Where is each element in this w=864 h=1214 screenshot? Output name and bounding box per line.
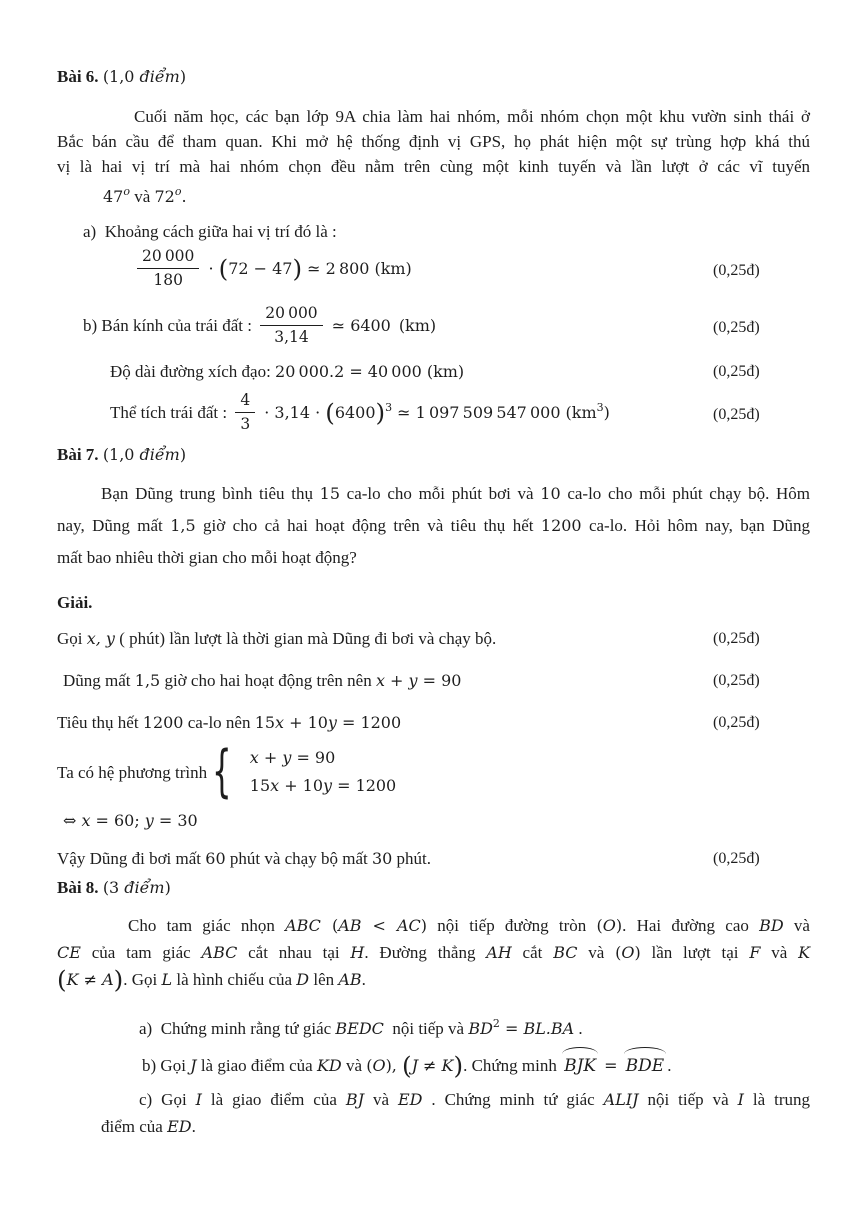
solution-step-calorie-equation (57, 712, 810, 734)
score-badge: (0,25đ) (713, 850, 760, 867)
bai8-item-b (57, 1047, 810, 1080)
formula-text: Thể tích trái đất : $\frac{4}{3}$ · $3,14 \cdot (6400)^3$ ≃ 1 097 509 547 000 $(km^3)$ (110, 391, 610, 433)
fraction: $\frac{20 000}{3,14}$ (260, 304, 322, 347)
paragraph-line-latitudes: 47$^o$ và 72$^o$. (103, 185, 187, 206)
formula-text: b) Bán kính của trái đất : $\frac{20 000}{3,14}$ ≃ 6400 (km) (83, 304, 437, 346)
score-badge: (0,25đ) (713, 318, 760, 336)
bai6-item-b-radius (57, 306, 810, 349)
score-badge: (0,25đ) (713, 363, 760, 380)
score-badge: (0,25đ) (713, 630, 760, 647)
solution-step-time-equation (57, 670, 810, 692)
equation-line: x + y = 90 (249, 748, 336, 767)
formula-text: Độ dài đường xích đạo: 20 000.2 = 40 000 (km) (110, 362, 465, 381)
score-badge: (0,25đ) (713, 261, 760, 279)
solution-equation-system (57, 739, 810, 804)
fraction: $\frac{4}{3}$ (235, 391, 255, 434)
bai8-item-a (57, 1012, 810, 1041)
step-text: Gọi x, y ( phút) lần lượt là thời gian mà Dũng đi bơi và chạy bộ. (57, 629, 497, 648)
bai8-heading: Bài 8. (3 điểm) (57, 878, 171, 897)
bai6-equator-length (57, 361, 810, 383)
solution-conclusion (57, 848, 810, 870)
bai6-problem-paragraph (57, 104, 810, 209)
score-badge: (0,25đ) (713, 714, 760, 731)
bai6-earth-volume (57, 393, 810, 436)
solution-title: Giải. (57, 593, 93, 612)
paragraph-line: Bắc bán cầu để tham quan. Khi mở hệ thống định vị GPS, họ phát hiện một sự trùng hợp khá thú (57, 132, 810, 151)
paragraph-line: vị là hai vị trí mà hai nhóm chọn đều nằm trên cùng một kinh tuyến và lần lượt ở các vĩ tuyến (57, 157, 810, 176)
system-text: Ta có hệ phương trình { x + y = 90 15x + 10y = 1200 (57, 739, 397, 804)
paragraph-line: CE của tam giác ABC cắt nhau tại H. Đường thẳng AH cắt BC và (O) lần lượt tại F và K (57, 943, 811, 962)
left-brace: { (212, 739, 232, 804)
paragraph-line: Cuối năm học, các bạn lớp 9A chia làm hai nhóm, mỗi nhóm chọn một khu vườn sinh thái ở (134, 107, 810, 126)
item-text: a) Chứng minh rằng tứ giác BEDC nội tiếp và $BD^2 = BL.BA$ . (139, 1017, 583, 1039)
formula-text: $\frac{20 000}{180}$ · (72 − 47) ≃ 2 800 (km) (133, 259, 412, 278)
score-badge: (0,25đ) (713, 405, 760, 423)
bai6-item-a (57, 221, 810, 243)
paragraph-line: Cho tam giác nhọn ABC (AB < AC) nội tiếp đường tròn (O). Hai đường cao BD và (128, 916, 810, 935)
solution-step-variables (57, 628, 810, 650)
item-text-line: c) Gọi I là giao điểm của BJ và ED . Chứng minh tứ giác ALIJ nội tiếp và I là trung (139, 1090, 811, 1110)
step-text: Tiêu thụ hết 1200 ca-lo nên 15x + 10y = 1200 (57, 713, 402, 732)
paragraph-line: nay, Dũng mất 1,5 giờ cho cả hai hoạt động trên và tiêu thụ hết 1200 ca-lo. Hỏi hôm nay, bạn Dũng (57, 516, 810, 535)
equation-line: 15x + 10y = 1200 (249, 776, 397, 795)
paragraph-line: (K ≠ A). Gọi L là hình chiếu của D lên AB. (57, 965, 366, 994)
item-text-line: điểm của ED. (101, 1117, 196, 1137)
step-text: Vậy Dũng đi bơi mất 60 phút và chạy bộ mất 30 phút. (57, 849, 432, 868)
score-badge: (0,25đ) (713, 672, 760, 689)
paragraph-line: Bạn Dũng trung bình tiêu thụ 15 ca-lo cho mỗi phút bơi và 10 ca-lo cho mỗi phút chạy bộ. Hôm (101, 484, 811, 503)
bai6-heading: Bài 6. (1,0 điểm) (57, 67, 187, 86)
item-text: a) Khoảng cách giữa hai vị trí đó là : (83, 222, 337, 241)
bai7-heading: Bài 7. (1,0 điểm) (57, 445, 187, 464)
step-text: ⇔ x = 60; y = 30 (63, 811, 198, 830)
bai8-problem-paragraph (57, 912, 810, 993)
item-text: b) Gọi J là giao điểm của KD và (O), (J ≠ K). Chứng minh BJK = BDE . (142, 1056, 671, 1075)
bai7-problem-paragraph (57, 478, 810, 574)
fraction: $\frac{20 000}{180}$ (137, 247, 199, 290)
paragraph-line: mất bao nhiêu thời gian cho mỗi hoạt động? (57, 548, 357, 567)
bai8-item-c (57, 1086, 810, 1140)
solution-step-result (57, 810, 810, 832)
step-text: Dũng mất 1,5 giờ cho hai hoạt động trên nên x + y = 90 (63, 671, 462, 690)
bai6-formula-distance (57, 249, 810, 292)
